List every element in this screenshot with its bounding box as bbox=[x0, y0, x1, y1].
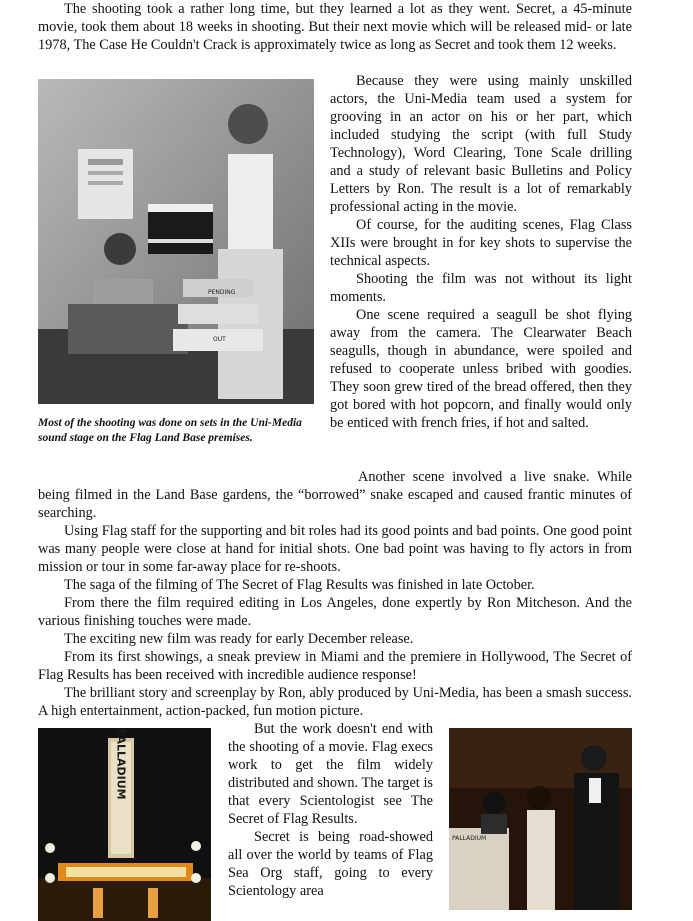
palladium-theatre-photo bbox=[38, 728, 211, 921]
clapboard-label: PENDING bbox=[208, 289, 236, 296]
theatre-illustration bbox=[38, 728, 211, 921]
full-width-text bbox=[38, 522, 632, 720]
paragraph: Of course, for the auditing scenes, Flag Class XIIs were brought in for key shots to supervise the technical aspects. bbox=[330, 217, 632, 269]
paragraph: Because they were using mainly unskilled actors, the Uni-Media team used a system for grooving in an actor on his or her part, which included studying the script (with full Study Technology), Word Clearing, Tone Scale drilling and a study of relevant basic Bulletins and Policy Letters by Ron. The result is a lot of remarkably professional acting in the movie. bbox=[330, 73, 632, 215]
paragraph: From its first showings, a sneak preview in Miami and the premiere in Hollywood, The Secret of Flag Results has been received with incredible audience response! bbox=[38, 649, 632, 683]
tray-label: OUT bbox=[213, 336, 226, 343]
film-set-illustration bbox=[38, 79, 314, 404]
paragraph: Secret is being road-showed all over the world by teams of Flag Sea Org staff, going to every Scientology area bbox=[228, 829, 433, 899]
intro-paragraph: The shooting took a rather long time, but they learned a lot as they went. Secret, a 45-minute movie, took them about 18 weeks in shooting. But their next movie which will be released mid- or late 1978, The Case He Couldn't Crack is approximately twice as long as Secret and took them 12 weeks. bbox=[38, 1, 632, 53]
paragraph: Shooting the film was not without its light moments. bbox=[330, 271, 632, 305]
marquee-sign: PALLADIUM bbox=[114, 728, 128, 800]
paragraph: The saga of the filming of The Secret of Flag Results was finished in late October. bbox=[64, 577, 535, 593]
middle-bottom-column bbox=[228, 720, 433, 900]
snake-paragraph: Another scene involved a live snake. While being filmed in the Land Base gardens, the “borrowed” snake escaped and caused frantic minutes of searching. bbox=[38, 469, 632, 521]
paragraph: One scene required a seagull be shot flying away from the camera. The Clearwater Beach seagulls, though in abundance, were spoiled and refused to cooperate unless bribed with goodies. They soon grew tired of the bread offered, then they got bored with hot popcorn, and finally would only be enticed with french fries, if hot and salted. bbox=[330, 307, 632, 431]
right-column bbox=[330, 72, 632, 432]
paragraph: But the work doesn't end with the shooting of a movie. Flag execs work to get the film widely distributed and shown. The target is that every Scientologist see The Secret of Flag Results. bbox=[228, 721, 433, 827]
lectern-label: PALLADIUM bbox=[452, 835, 487, 842]
paragraph: Using Flag staff for the supporting and bit roles had its good points and bad points. One good point was many people were close at hand for initial shots. One bad point was having to fly actors in from mission or tour in some far-away place for re-shoots. bbox=[38, 523, 632, 575]
paragraph: The exciting new film was ready for early December release. bbox=[64, 631, 414, 647]
paragraph: From there the film required editing in Los Angeles, done expertly by Ron Mitcheson. And the various finishing touches were made. bbox=[38, 595, 632, 629]
film-set-photo bbox=[38, 79, 314, 404]
premiere-illustration bbox=[449, 728, 632, 910]
photo-caption: Most of the shooting was done on sets in the Uni-Media sound stage on the Flag Land Base premises. bbox=[38, 417, 302, 444]
premiere-photo bbox=[449, 728, 632, 910]
paragraph: The brilliant story and screenplay by Ron, ably produced by Uni-Media, has been a smash success. A high entertainment, action-packed, fun motion picture. bbox=[38, 685, 632, 719]
